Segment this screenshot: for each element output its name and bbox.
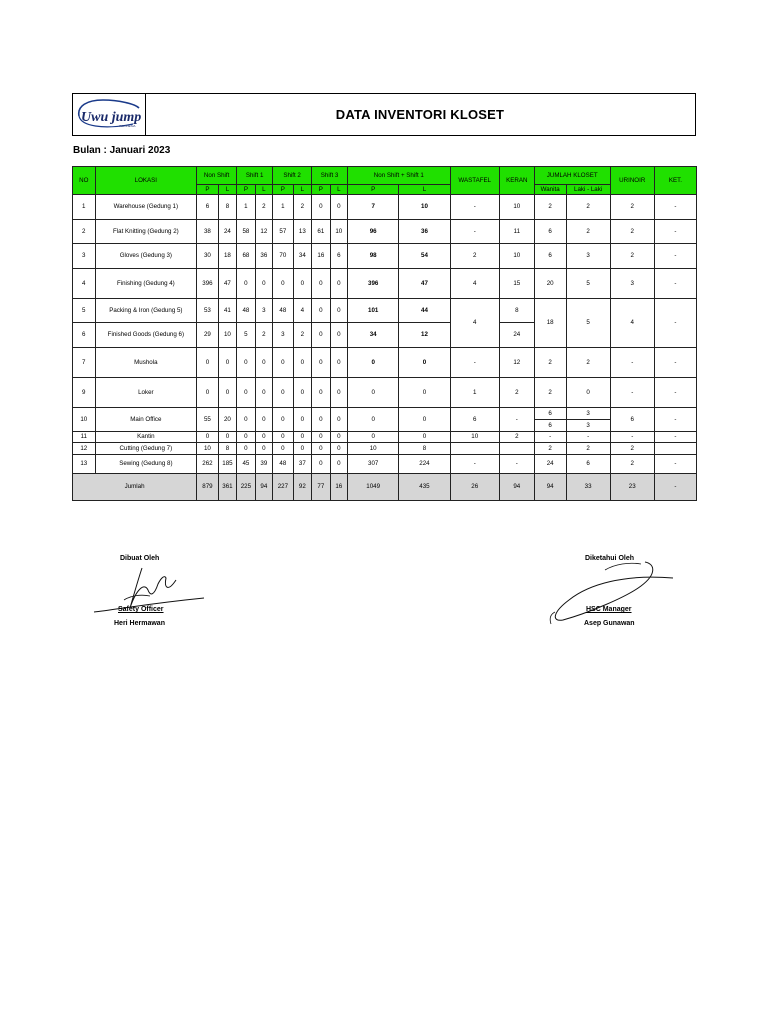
cell: 92 xyxy=(293,473,311,500)
cell: 879 xyxy=(197,473,219,500)
col-keran: KERAN xyxy=(499,167,534,195)
cell-urinoir: - xyxy=(610,347,654,377)
cell: 0 xyxy=(312,431,330,443)
cell-laki: 2 xyxy=(566,219,610,244)
cell-no: 13 xyxy=(73,454,96,473)
cell: 3 xyxy=(273,323,294,348)
cell-total-l: 47 xyxy=(399,268,450,298)
cell-total-p: 34 xyxy=(348,323,399,348)
col-lokasi: LOKASI xyxy=(95,167,197,195)
cell-laki: 0 xyxy=(566,377,610,407)
cell-laki: 2 xyxy=(566,347,610,377)
cell-wastafel: 1 xyxy=(450,377,499,407)
cell: 0 xyxy=(312,195,330,220)
table-row xyxy=(73,377,697,407)
cell: 12 xyxy=(255,219,272,244)
cell: 10 xyxy=(218,323,236,348)
logo-text: Uwu jump xyxy=(81,110,142,125)
cell-wanita: - xyxy=(534,431,566,443)
cell: 48 xyxy=(273,298,294,323)
cell-ket xyxy=(654,443,696,455)
cell-lokasi: Kantin xyxy=(95,431,197,443)
period-label: Bulan : Januari 2023 xyxy=(73,145,171,156)
cell: 3 xyxy=(255,298,272,323)
cell-total-p: 307 xyxy=(348,454,399,473)
cell-total-l: 0 xyxy=(399,407,450,431)
cell-ket: - xyxy=(654,473,696,500)
cell: 185 xyxy=(218,454,236,473)
cell-urinoir: 2 xyxy=(610,219,654,244)
cell: 0 xyxy=(312,268,330,298)
cell-ket: - xyxy=(654,268,696,298)
signature-right-scribble-icon xyxy=(545,556,680,628)
col-p: P xyxy=(237,185,255,195)
cell-wanita: 2 xyxy=(534,377,566,407)
cell: 0 xyxy=(312,443,330,455)
cell: 2 xyxy=(255,195,272,220)
cell: 0 xyxy=(312,347,330,377)
cell: 37 xyxy=(293,454,311,473)
cell: 0 xyxy=(312,407,330,431)
cell: 45 xyxy=(237,454,255,473)
col-shift-1: Shift 1 xyxy=(237,167,273,185)
cell-ket: - xyxy=(654,431,696,443)
cell-total-p: 0 xyxy=(348,347,399,377)
cell: 0 xyxy=(312,323,330,348)
cell: 68 xyxy=(237,244,255,269)
cell: 262 xyxy=(197,454,219,473)
cell-total-p: 396 xyxy=(348,268,399,298)
cell-ket: - xyxy=(654,195,696,220)
cell: 10 xyxy=(330,219,347,244)
cell-laki: 5 xyxy=(566,298,610,347)
cell-total-p: 0 xyxy=(348,431,399,443)
cell-keran: 10 xyxy=(499,195,534,220)
cell: 2 xyxy=(293,323,311,348)
col-non-shift-plus-shift-1: Non Shift + Shift 1 xyxy=(348,167,451,185)
cell-total-l: 435 xyxy=(399,473,450,500)
cell: 0 xyxy=(293,377,311,407)
cell: 55 xyxy=(197,407,219,431)
cell: 61 xyxy=(312,219,330,244)
cell: 225 xyxy=(237,473,255,500)
cell: 39 xyxy=(255,454,272,473)
cell: 0 xyxy=(330,323,347,348)
cell-total-l: 0 xyxy=(399,431,450,443)
cell: 0 xyxy=(330,407,347,431)
cell: 0 xyxy=(293,443,311,455)
cell-total-p: 98 xyxy=(348,244,399,269)
cell-urinoir: 2 xyxy=(610,244,654,269)
inventory-table xyxy=(72,166,697,501)
cell-total-l: 8 xyxy=(399,443,450,455)
cell: 0 xyxy=(273,431,294,443)
cell: 34 xyxy=(293,244,311,269)
cell: 4 xyxy=(293,298,311,323)
cell-laki: 6 xyxy=(566,454,610,473)
table-row xyxy=(73,347,697,377)
cell: 0 xyxy=(197,347,219,377)
cell-ket: - xyxy=(654,407,696,431)
cell-lokasi: Gloves (Gedung 3) xyxy=(95,244,197,269)
signature-left-name: Heri Hermawan xyxy=(114,620,165,627)
cell-keran: 11 xyxy=(499,219,534,244)
cell-laki: - xyxy=(566,431,610,443)
cell: 77 xyxy=(312,473,330,500)
cell-urinoir: - xyxy=(610,377,654,407)
cell-urinoir: 2 xyxy=(610,443,654,455)
cell: 0 xyxy=(197,377,219,407)
cell-lokasi: Cutting (Gedung 7) xyxy=(95,443,197,455)
col-l: L xyxy=(399,185,450,195)
cell: 16 xyxy=(330,473,347,500)
table-total-row xyxy=(73,473,697,500)
cell-ket: - xyxy=(654,298,696,347)
cell: 18 xyxy=(218,244,236,269)
col-wastafel: WASTAFEL xyxy=(450,167,499,195)
cell-keran: - xyxy=(499,454,534,473)
cell-no: 4 xyxy=(73,268,96,298)
cell-urinoir: 4 xyxy=(610,298,654,347)
cell-wastafel: 10 xyxy=(450,431,499,443)
col-p: P xyxy=(197,185,219,195)
cell: 0 xyxy=(273,347,294,377)
cell: 13 xyxy=(293,219,311,244)
cell-no: 9 xyxy=(73,377,96,407)
cell-wastafel: - xyxy=(450,454,499,473)
cell-wanita: 24 xyxy=(534,454,566,473)
cell-keran: 24 xyxy=(499,323,534,348)
cell-wanita: 6 xyxy=(534,419,566,431)
cell-wanita: 2 xyxy=(534,195,566,220)
signature-right-role: HSC Manager xyxy=(586,606,632,613)
cell: 0 xyxy=(237,347,255,377)
company-logo xyxy=(73,94,146,135)
cell-keran: 15 xyxy=(499,268,534,298)
cell: 0 xyxy=(293,347,311,377)
cell-wastafel: 4 xyxy=(450,268,499,298)
cell-urinoir: 6 xyxy=(610,407,654,431)
cell-total-p: 10 xyxy=(348,443,399,455)
cell-total-p: 0 xyxy=(348,377,399,407)
col-l: L xyxy=(330,185,347,195)
cell: 0 xyxy=(330,268,347,298)
logo-subtext: INDONESIA xyxy=(119,124,136,128)
cell-no: 6 xyxy=(73,323,96,348)
cell-urinoir: 2 xyxy=(610,454,654,473)
cell: 41 xyxy=(218,298,236,323)
cell-ket: - xyxy=(654,377,696,407)
cell: 10 xyxy=(197,443,219,455)
signature-right-name: Asep Gunawan xyxy=(584,620,635,627)
cell: 5 xyxy=(237,323,255,348)
cell: 6 xyxy=(330,244,347,269)
cell-total-p: 96 xyxy=(348,219,399,244)
cell-keran: 94 xyxy=(499,473,534,500)
cell: 0 xyxy=(237,431,255,443)
cell-wanita: 6 xyxy=(534,407,566,419)
cell-no: 5 xyxy=(73,298,96,323)
cell-lokasi: Main Office xyxy=(95,407,197,431)
cell-ket: - xyxy=(654,454,696,473)
cell-laki: 33 xyxy=(566,473,610,500)
col-ket: KET. xyxy=(654,167,696,195)
cell: 36 xyxy=(255,244,272,269)
table-row xyxy=(73,431,697,443)
table-row xyxy=(73,298,697,323)
total-label: Jumlah xyxy=(73,473,197,500)
cell: 16 xyxy=(312,244,330,269)
cell-urinoir: - xyxy=(610,431,654,443)
cell: 0 xyxy=(255,377,272,407)
cell: 0 xyxy=(330,377,347,407)
cell: 0 xyxy=(255,431,272,443)
cell: 2 xyxy=(255,323,272,348)
cell: 0 xyxy=(273,443,294,455)
signature-left-role: Safety Officer xyxy=(118,606,164,613)
cell-no: 7 xyxy=(73,347,96,377)
cell: 38 xyxy=(197,219,219,244)
cell: 0 xyxy=(237,407,255,431)
cell: 2 xyxy=(293,195,311,220)
col-shift-2: Shift 2 xyxy=(273,167,312,185)
cell: 0 xyxy=(255,407,272,431)
cell-no: 2 xyxy=(73,219,96,244)
cell: 396 xyxy=(197,268,219,298)
cell-keran xyxy=(499,443,534,455)
cell: 70 xyxy=(273,244,294,269)
cell-total-l: 224 xyxy=(399,454,450,473)
cell: 361 xyxy=(218,473,236,500)
cell: 24 xyxy=(218,219,236,244)
table-row xyxy=(73,443,697,455)
cell: 0 xyxy=(197,431,219,443)
col-l: L xyxy=(255,185,272,195)
cell-wanita: 2 xyxy=(534,443,566,455)
cell-laki: 3 xyxy=(566,407,610,419)
cell-keran: 10 xyxy=(499,244,534,269)
cell: 0 xyxy=(218,347,236,377)
cell: 48 xyxy=(237,298,255,323)
cell-total-p: 0 xyxy=(348,407,399,431)
cell: 48 xyxy=(273,454,294,473)
cell: 0 xyxy=(293,431,311,443)
signature-left-label: Dibuat Oleh xyxy=(120,555,160,562)
cell-wanita: 6 xyxy=(534,219,566,244)
cell: 0 xyxy=(293,407,311,431)
col-laki-laki: Laki - Laki xyxy=(566,185,610,195)
cell-wanita: 2 xyxy=(534,347,566,377)
cell: 0 xyxy=(273,268,294,298)
cell: 0 xyxy=(330,347,347,377)
cell: 0 xyxy=(255,443,272,455)
cell: 1 xyxy=(273,195,294,220)
cell: 0 xyxy=(237,377,255,407)
cell-laki: 3 xyxy=(566,419,610,431)
cell: 0 xyxy=(330,443,347,455)
cell-laki: 2 xyxy=(566,195,610,220)
cell-keran: 2 xyxy=(499,431,534,443)
cell: 0 xyxy=(312,298,330,323)
col-l: L xyxy=(293,185,311,195)
col-p: P xyxy=(348,185,399,195)
col-no: NO xyxy=(73,167,96,195)
cell-total-l: 54 xyxy=(399,244,450,269)
cell: 0 xyxy=(330,195,347,220)
table-row xyxy=(73,244,697,269)
cell: 0 xyxy=(312,454,330,473)
cell-wastafel: 4 xyxy=(450,298,499,347)
cell-wastafel: 26 xyxy=(450,473,499,500)
cell-ket: - xyxy=(654,244,696,269)
table-row xyxy=(73,454,697,473)
cell: 0 xyxy=(237,443,255,455)
cell-keran: 12 xyxy=(499,347,534,377)
cell-keran: 8 xyxy=(499,298,534,323)
cell-total-p: 101 xyxy=(348,298,399,323)
cell: 0 xyxy=(255,347,272,377)
col-p: P xyxy=(273,185,294,195)
signature-right-label: Diketahui Oleh xyxy=(585,555,635,562)
cell: 1 xyxy=(237,195,255,220)
cell-total-l: 10 xyxy=(399,195,450,220)
cell-lokasi: Loker xyxy=(95,377,197,407)
cell: 94 xyxy=(255,473,272,500)
cell: 0 xyxy=(273,377,294,407)
cell-laki: 2 xyxy=(566,443,610,455)
col-jumlah-kloset: JUMLAH KLOSET xyxy=(534,167,610,185)
cell: 20 xyxy=(218,407,236,431)
col-p: P xyxy=(312,185,330,195)
col-l: L xyxy=(218,185,236,195)
cell-no: 1 xyxy=(73,195,96,220)
cell-wanita: 18 xyxy=(534,298,566,347)
col-urinoir: URINOIR xyxy=(610,167,654,195)
document-title: DATA INVENTORI KLOSET xyxy=(335,107,505,122)
cell-total-l: 36 xyxy=(399,219,450,244)
cell: 0 xyxy=(330,298,347,323)
cell: 6 xyxy=(197,195,219,220)
col-shift-3: Shift 3 xyxy=(312,167,348,185)
cell: 57 xyxy=(273,219,294,244)
cell-wastafel: - xyxy=(450,219,499,244)
cell: 58 xyxy=(237,219,255,244)
cell-urinoir: 2 xyxy=(610,195,654,220)
cell: 0 xyxy=(218,431,236,443)
cell: 8 xyxy=(218,443,236,455)
cell-total-p: 1049 xyxy=(348,473,399,500)
cell: 0 xyxy=(293,268,311,298)
cell: 30 xyxy=(197,244,219,269)
cell-wanita: 20 xyxy=(534,268,566,298)
cell-ket: - xyxy=(654,347,696,377)
cell: 227 xyxy=(273,473,294,500)
cell: 0 xyxy=(330,454,347,473)
cell-lokasi: Mushola xyxy=(95,347,197,377)
cell: 53 xyxy=(197,298,219,323)
cell-keran: - xyxy=(499,407,534,431)
cell: 8 xyxy=(218,195,236,220)
cell-lokasi: Finishing (Gedung 4) xyxy=(95,268,197,298)
cell-total-l: 44 xyxy=(399,298,450,323)
cell-wastafel: 2 xyxy=(450,244,499,269)
cell-wanita: 6 xyxy=(534,244,566,269)
cell-urinoir: 3 xyxy=(610,268,654,298)
cell-wastafel: - xyxy=(450,347,499,377)
cell-lokasi: Sewing (Gedung 8) xyxy=(95,454,197,473)
col-wanita: Wanita xyxy=(534,185,566,195)
cell-no: 10 xyxy=(73,407,96,431)
col-non-shift: Non Shift xyxy=(197,167,237,185)
cell: 29 xyxy=(197,323,219,348)
cell-wanita: 94 xyxy=(534,473,566,500)
cell-total-l: 0 xyxy=(399,377,450,407)
cell-urinoir: 23 xyxy=(610,473,654,500)
cell: 47 xyxy=(218,268,236,298)
cell-lokasi: Warehouse (Gedung 1) xyxy=(95,195,197,220)
cell: 0 xyxy=(330,431,347,443)
cell-lokasi: Packing & Iron (Gedung 5) xyxy=(95,298,197,323)
cell-laki: 3 xyxy=(566,244,610,269)
cell-lokasi: Flat Knitting (Gedung 2) xyxy=(95,219,197,244)
cell-ket: - xyxy=(654,219,696,244)
table-row xyxy=(73,268,697,298)
cell-total-p: 7 xyxy=(348,195,399,220)
cell: 0 xyxy=(312,377,330,407)
cell-wastafel: - xyxy=(450,195,499,220)
table-row xyxy=(73,219,697,244)
uwujump-logo-icon xyxy=(73,94,145,135)
cell-laki: 5 xyxy=(566,268,610,298)
cell: 0 xyxy=(218,377,236,407)
cell-no: 12 xyxy=(73,443,96,455)
cell-lokasi: Finished Goods (Gedung 6) xyxy=(95,323,197,348)
cell-no: 3 xyxy=(73,244,96,269)
cell-total-l: 12 xyxy=(399,323,450,348)
cell-wastafel xyxy=(450,443,499,455)
cell: 0 xyxy=(255,268,272,298)
cell-keran: 2 xyxy=(499,377,534,407)
cell-total-l: 0 xyxy=(399,347,450,377)
cell: 0 xyxy=(237,268,255,298)
cell-no: 11 xyxy=(73,431,96,443)
table-row xyxy=(73,195,697,220)
cell: 0 xyxy=(273,407,294,431)
cell-wastafel: 6 xyxy=(450,407,499,431)
document-header xyxy=(72,93,696,136)
table-row xyxy=(73,407,697,419)
